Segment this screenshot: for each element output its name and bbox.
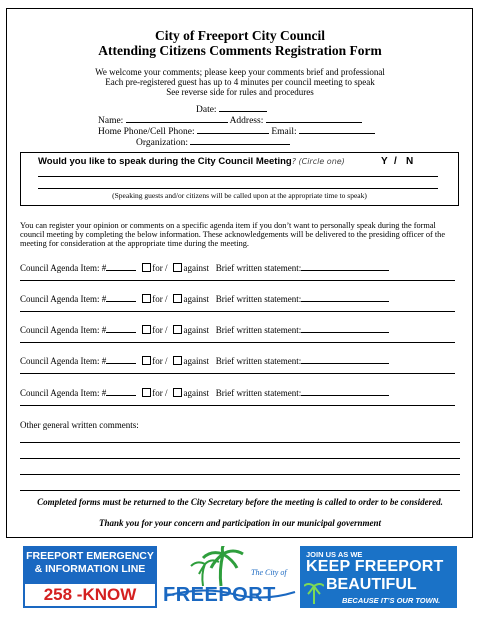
comment-line-3[interactable] <box>20 474 460 475</box>
agenda-row <box>20 292 389 304</box>
agenda-line[interactable] <box>20 405 455 406</box>
agenda-line[interactable] <box>20 280 455 281</box>
address-field[interactable] <box>266 113 362 123</box>
intro-line-2: Each pre-registered guest has up to 4 minutes per council meeting to speak <box>105 77 375 87</box>
name-label: Name: <box>98 116 124 126</box>
emergency-number: 258 -KNOW <box>23 582 157 608</box>
speak-line-1[interactable] <box>38 176 438 177</box>
for-label: for / <box>152 294 168 304</box>
date-label: Date: <box>196 105 217 115</box>
thank-you-note: Thank you for your concern and participation in our municipal government <box>98 518 382 528</box>
registration-instructions: You can register your opinion or comments on a specific agenda item if you don’t want to personally speak during the formal council meeting by completing the below information. These acknowledgements will be delivered to the presiding officer of the meeting for consideration at the appropriate time during the meeting. <box>20 221 446 248</box>
for-checkbox[interactable] <box>142 388 151 397</box>
agenda-item-number[interactable] <box>106 354 136 364</box>
statement-label: Brief written statement: <box>215 356 302 366</box>
against-checkbox[interactable] <box>173 294 182 303</box>
for-checkbox[interactable] <box>142 263 151 272</box>
speak-note: (Speaking guests and/or citizens will be called upon at the appropriate time to speak) <box>112 191 367 200</box>
speak-question-text: Would you like to speak during the City Council Meeting <box>38 156 292 167</box>
speak-question <box>38 156 345 167</box>
against-label: against <box>183 294 209 304</box>
form-title: Attending Citizens Comments Registration Form <box>98 43 382 58</box>
against-checkbox[interactable] <box>173 325 182 334</box>
statement-field[interactable] <box>301 354 389 364</box>
statement-field[interactable] <box>301 292 389 302</box>
agenda-item-number[interactable] <box>106 386 136 396</box>
no-option[interactable]: N <box>406 156 414 167</box>
agenda-row <box>20 354 389 366</box>
agenda-item-label: Council Agenda Item: # <box>20 388 107 398</box>
agenda-item-number[interactable] <box>106 323 136 333</box>
statement-field[interactable] <box>301 323 389 333</box>
comment-line-1[interactable] <box>20 442 460 443</box>
organization-row <box>136 135 290 148</box>
emergency-band <box>23 546 157 582</box>
kfb-join-text: JOIN US AS WE <box>306 550 363 559</box>
agenda-row <box>20 386 389 398</box>
kfb-palm-icon <box>304 578 324 604</box>
against-label: against <box>183 263 209 273</box>
city-small-label: The City of <box>251 568 287 577</box>
agenda-item-label: Council Agenda Item: # <box>20 356 107 366</box>
phone-field[interactable] <box>197 124 269 134</box>
agenda-row <box>20 261 389 273</box>
other-comments-label: Other general written comments: <box>20 420 139 430</box>
against-checkbox[interactable] <box>173 263 182 272</box>
for-label: for / <box>152 263 168 273</box>
kfb-line-2: BEAUTIFUL <box>326 576 417 593</box>
statement-label: Brief written statement: <box>215 388 302 398</box>
statement-label: Brief written statement: <box>215 294 302 304</box>
address-label: Address: <box>229 116 264 126</box>
return-notice: Completed forms must be returned to the City Secretary before the meeting is called to order to be considered. <box>37 497 443 507</box>
kfb-line-1: KEEP FREEPORT <box>306 558 444 575</box>
intro-line-1: We welcome your comments; please keep your comments brief and professional <box>95 67 385 77</box>
statement-field[interactable] <box>301 261 389 271</box>
for-checkbox[interactable] <box>142 294 151 303</box>
city-of-freeport-logo <box>163 546 297 608</box>
agenda-item-label: Council Agenda Item: # <box>20 294 107 304</box>
statement-label: Brief written statement: <box>215 325 302 335</box>
intro-line-3: See reverse side for rules and procedures <box>166 87 314 97</box>
email-label: Email: <box>271 127 297 137</box>
email-field[interactable] <box>299 124 375 134</box>
city-name-label: FREEPORT <box>163 584 276 606</box>
kfb-tagline: BECAUSE IT’S OUR TOWN. <box>342 596 441 605</box>
emergency-line-2: & INFORMATION LINE <box>34 563 146 575</box>
for-label: for / <box>152 356 168 366</box>
date-field[interactable] <box>219 102 267 112</box>
emergency-line-logo <box>23 546 157 608</box>
org-title: City of Freeport City Council <box>155 28 325 43</box>
comment-line-2[interactable] <box>20 458 460 459</box>
keep-freeport-beautiful-logo <box>300 546 457 608</box>
for-checkbox[interactable] <box>142 325 151 334</box>
agenda-line[interactable] <box>20 373 455 374</box>
agenda-item-number[interactable] <box>106 261 136 271</box>
agenda-item-label: Council Agenda Item: # <box>20 325 107 335</box>
against-checkbox[interactable] <box>173 388 182 397</box>
agenda-item-number[interactable] <box>106 292 136 302</box>
yes-option[interactable]: Y <box>381 156 388 167</box>
organization-field[interactable] <box>190 135 290 145</box>
against-label: against <box>183 356 209 366</box>
circle-one-hint: ? (Circle one) <box>291 157 345 166</box>
yn-separator: / <box>394 156 397 167</box>
against-label: against <box>183 325 209 335</box>
comment-line-4[interactable] <box>20 490 460 491</box>
speak-line-2[interactable] <box>38 188 438 189</box>
phone-label: Home Phone/Cell Phone: <box>98 127 195 137</box>
statement-label: Brief written statement: <box>215 263 302 273</box>
agenda-item-label: Council Agenda Item: # <box>20 263 107 273</box>
statement-field[interactable] <box>301 386 389 396</box>
for-checkbox[interactable] <box>142 356 151 365</box>
for-label: for / <box>152 325 168 335</box>
agenda-row <box>20 323 389 335</box>
agenda-line[interactable] <box>20 311 455 312</box>
organization-label: Organization: <box>136 138 189 148</box>
against-checkbox[interactable] <box>173 356 182 365</box>
emergency-line-1: FREEPORT EMERGENCY <box>26 550 154 562</box>
name-field[interactable] <box>126 113 228 123</box>
for-label: for / <box>152 388 168 398</box>
agenda-line[interactable] <box>20 342 455 343</box>
against-label: against <box>183 388 209 398</box>
